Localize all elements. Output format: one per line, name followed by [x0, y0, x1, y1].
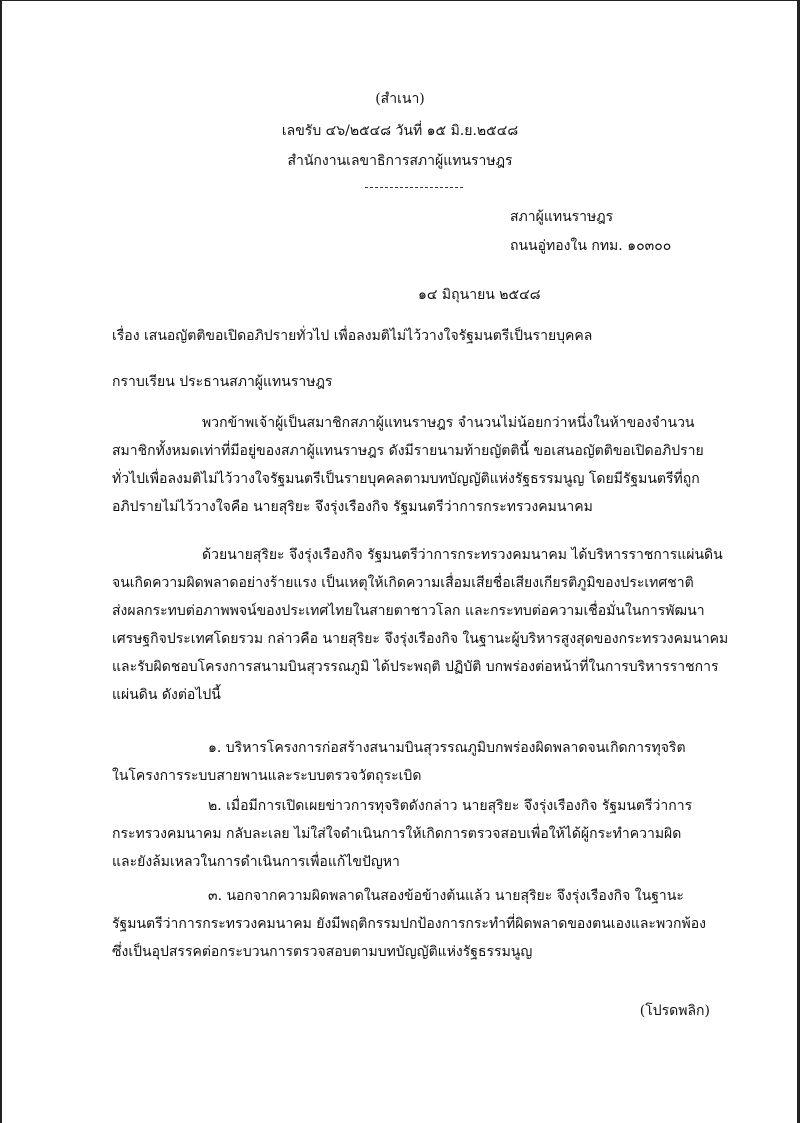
salutation: กราบเรียน ประธานสภาผู้แทนราษฎร — [112, 374, 333, 390]
paragraph-2-line: ด้วยนายสุริยะ จึงรุ่งเรืองกิจ รัฐมนตรีว่าการกระทรวงคมนาคม ได้บริหารราชการแผ่นดิน — [202, 547, 723, 563]
item-3-line: ๓. นอกจากความผิดพลาดในสองข้อข้างต้นแล้ว นายสุริยะ จึงรุ่งเรืองกิจ ในฐานะ — [208, 888, 684, 904]
letter-date: ๑๔ มิถุนายน ๒๕๔๘ — [418, 287, 541, 303]
header-separator — [365, 187, 463, 188]
item-2-line: กระทรวงคมนาคม กลับละเลย ไม่ใส่ใจดำเนินการให้เกิดการตรวจสอบเพื่อให้ได้ผู้กระทำความผิด — [112, 826, 682, 842]
paragraph-2-line: เศรษฐกิจประเทศโดยรวม กล่าวคือ นายสุริยะ จึงรุ่งเรืองกิจ ในฐานะผู้บริหารสูงสุดของกระทรวงคมนาคม — [112, 631, 729, 647]
paragraph-1-line: สมาชิกทั้งหมดเท่าที่มีอยู่ของสภาผู้แทนราษฎร ดังมีรายนามท้ายญัตตินี้ ขอเสนอญัตติขอเปิดอภิปราย — [112, 443, 704, 459]
paragraph-1-line: พวกข้าพเจ้าผู้เป็นสมาชิกสภาผู้แทนราษฎร จำนวนไม่น้อยกว่าหนึ่งในห้าของจำนวน — [202, 415, 695, 431]
item-2-line: ๒. เมื่อมีการเปิดเผยข่าวการทุจริตดังกล่าว นายสุริยะ จึงรุ่งเรืองกิจ รัฐมนตรีว่าการ — [208, 798, 693, 814]
paragraph-2-line: และรับผิดชอบโครงการสนามบินสุวรรณภูมิ ได้ประพฤติ ปฏิบัติ บกพร่องต่อหน้าที่ในการบริหารราชการ — [112, 659, 719, 675]
receipt-number: เลขรับ ๔๖/๒๕๔๘ วันที่ ๑๕ มิ.ย.๒๕๔๘ — [281, 123, 519, 139]
subject-line: เรื่อง เสนอญัตติขอเปิดอภิปรายทั่วไป เพื่อลงมติไม่ไว้วางใจรัฐมนตรีเป็นรายบุคคล — [112, 328, 593, 344]
item-2 — [112, 792, 692, 876]
item-1-line: ในโครงการระบบสายพานและระบบตรวจวัตถุระเบิด — [112, 768, 422, 784]
address-line-2: ถนนอู่ทองใน กทม. ๑๐๓๐๐ — [510, 238, 672, 254]
paragraph-1-line: ทั่วไปเพื่อลงมติไม่ไว้วางใจรัฐมนตรีเป็นรายบุคคลตามบทบัญญัติแห่งรัฐธรรมนูญ โดยมีรัฐมนตรีที่ถูก — [112, 471, 700, 487]
paragraph-1-line: อภิปรายไม่ไว้วางใจคือ นายสุริยะ จึงรุ่งเรืองกิจ รัฐมนตรีว่าการกระทรวงคมนาคม — [112, 499, 593, 515]
item-3-line: รัฐมนตรีว่าการกระทรวงคมนาคม ยังมีพฤติกรรมปกป้องการกระทำที่ผิดพลาดของตนเองและพวกพ้อง — [112, 916, 706, 932]
office-name: สำนักงานเลขาธิการสภาผู้แทนราษฎร — [287, 153, 513, 169]
paragraph-2-line: ส่งผลกระทบต่อภาพพจน์ของประเทศไทยในสายตาชาวโลก และกระทบต่อความเชื่อมั่นในการพัฒนา — [112, 603, 705, 619]
item-3-line: ซึ่งเป็นอุปสรรคต่อกระบวนการตรวจสอบตามบทบัญญัติแห่งรัฐธรรมนูญ — [112, 944, 533, 960]
address-line-1: สภาผู้แทนราษฎร — [510, 209, 614, 225]
item-3 — [112, 882, 706, 966]
paragraph-2-line: แผ่นดิน ดังต่อไปนี้ — [112, 687, 221, 703]
please-turn-over: (โปรดพลิก) — [639, 1003, 710, 1019]
copy-label: (สำเนา) — [375, 91, 425, 107]
paragraph-2-line: จนเกิดความผิดพลาดอย่างร้ายแรง เป็นเหตุให้เกิดความเสื่อมเสียชื่อเสียงเกียรติภูมิของประเทศชาติ — [112, 575, 694, 591]
paragraph-2 — [112, 541, 728, 709]
scan-edge-top — [0, 0, 800, 1]
item-1 — [112, 734, 686, 790]
item-2-line: และยังล้มเหลวในการดำเนินการเพื่อแก้ไขปัญหา — [112, 854, 400, 870]
item-1-line: ๑. บริหารโครงการก่อสร้างสนามบินสุวรรณภูมิบกพร่องผิดพลาดจนเกิดการทุจริต — [208, 740, 686, 756]
paragraph-1 — [112, 409, 704, 521]
